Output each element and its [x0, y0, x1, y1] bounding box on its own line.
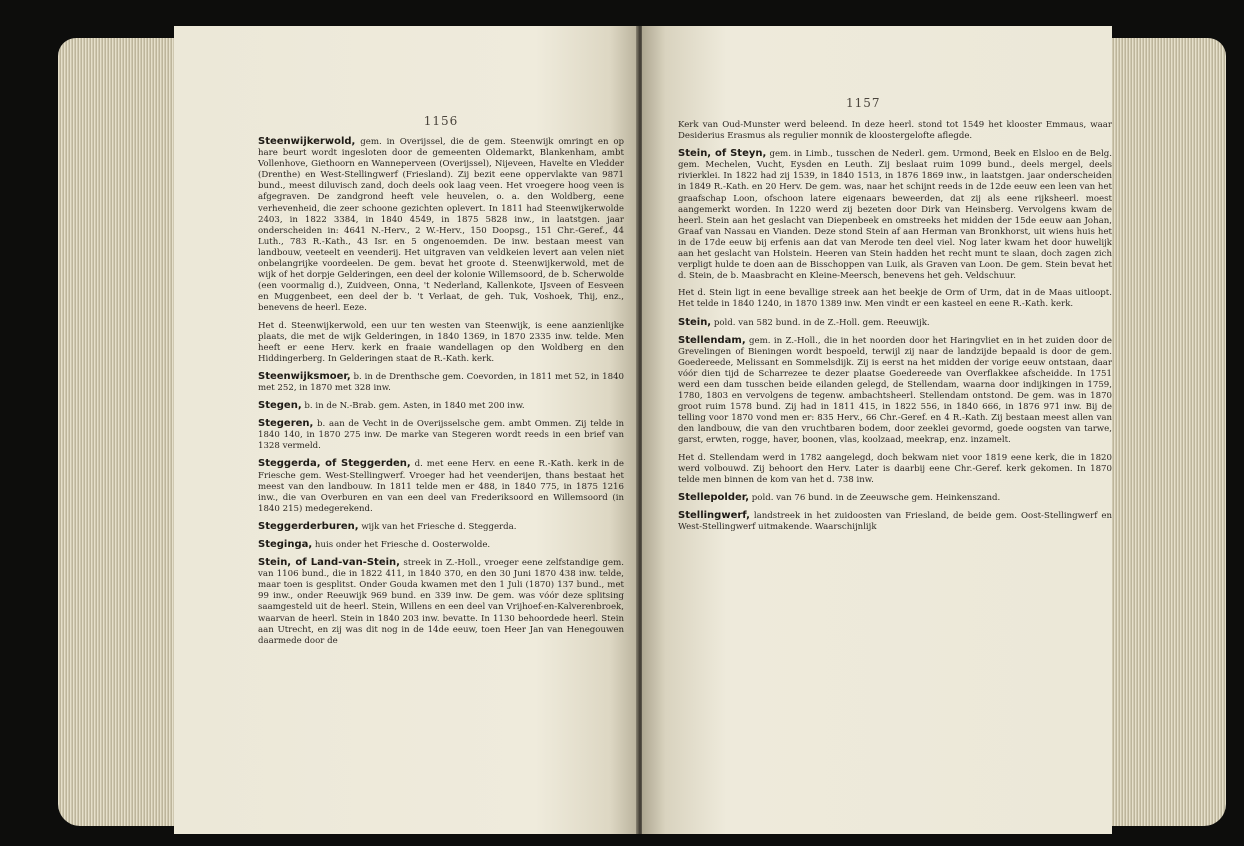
- entry-stellendam: [678, 335, 1112, 447]
- left-page-edges: [58, 38, 176, 826]
- entry-text: gem. in Z.-Holl., die in het noorden door het Haringvliet en in het zuiden door de Grevelingen of Bieningen wordt bespoeld, terwijl zij naar de landzijde bepaald is door de gem. Goedereede, Melissant en Sommelsdijk. Zij is eerst na het midden der vorige eeuw ontstaan, daar vóór dien tijd de Scharrezee te dezer plaatse Goedereede van Overflakkee afscheidde. In 1751 werd een dam tusschen beide eilanden gelegd, de Stellendam, waarna door indijkingen in 1759, 1780, 1803 en vervolgens de tegenw. ambachtsheerl. Stellendam ontstond. De gem. was in 1870 groot ruim 1578 bund. Zij had in 1811 415, in 1822 556, in 1840 666, in 1876 971 inw. Bij de telling voor 1870 vond men er: 835 Herv., 66 Chr.-Geref. en 4 R.-Kath. Zij bestaan meest allen van den landbouw, die van den vruchtbaren bodem, door zeeklei gevormd, goede oogsten van tarwe, garst, erwten, rogge, haver, boonen, vlas, koolzaad, meekrap, enz. inzamelt.: [678, 335, 1112, 446]
- page-number-left: 1156: [423, 114, 459, 128]
- entry-text: pold. van 76 bund. in de Zeeuwsche gem. Heinkenszand.: [751, 492, 1001, 503]
- entry-stein-steyn: [678, 148, 1112, 282]
- entry-text: Het d. Steenwijkerwold, een uur ten westen van Steenwijk, is eene aanzienlijke plaats, die met de wijk Gelderingen, in 1840 1369, in 1870 2335 inw. telde. Men heeft er eene Herv. kerk en fraaie wandellagen op den Woldberg en den Hiddingerberg. In Gelderingen staat de R.-Kath. kerk.: [258, 320, 624, 364]
- right-page-edges: [1108, 38, 1226, 826]
- entry-stellingwerf: [678, 510, 1112, 533]
- entry-text: gem. in Overijssel, die de gem. Steenwijk omringt en op hare beurt wordt ingesloten door de gemeenten Oldemarkt, Blankenham, ambt Vollenhove, Giethoorn en Wanneperveen (Overijssel), Nijeveen, Havelte en Vledder (Drenthe) en West-Stellingwerf (Friesland). Zij bezit eene oppervlakte van 9871 bund., meest diluvisch zand, doch deels ook laag veen. Het vroegere hoog veen is afgegraven. De zandgrond heeft vele heuvelen, o. a. den Woldberg, eene verhevenheid, die zeer schoone gezichten oplevert. In 1811 had Steenwijkerwolde 2403, in 1822 3384, in 1840 4549, in 1875 5828 inw., in laatstgen. jaar onderscheiden in: 4641 N.-Herv., 2 W.-Herv., 150 Doopsg., 151 Chr.-Geref., 44 Luth., 783 R.-Kath., 43 Isr. en 5 ongenoemden. De inw. bestaan meest van landbouw, veeteelt en veenderij. Het uitgraven van veldkeien levert aan velen niet onbelangrijke voordeelen. De gem. bevat het groote d. Steenwijkerwold, met de wijk of het dorpje Gelderingen, een deel der kolonie Willemsoord, de b. Scherwolde (een voormalig d.), Zuidveen, Onna, 't Nederland, Kallenkote, IJsveen of Eesveen en Muggenbeet, een deel der b. 't Verlaat, de geh. Tuk, Voshoek, Thij, enz., benevens de heerl. Eeze.: [258, 137, 625, 314]
- entry-text: d. met eene Herv. en eene R.-Kath. kerk in de Friesche gem. West-Stellingwerf. Vroeger had het veenderijen, thans bestaat het meest van den landbouw. In 1811 telde men er 488, in 1840 775, in 1875 1216 inw., die van Overburen en van een deel van Frederiksoord en Willemsoord (in 1840 215) medegerekend.: [258, 459, 624, 514]
- left-page: [174, 26, 638, 834]
- entry-stegen: [258, 400, 624, 412]
- headword: Stein, of Steyn,: [678, 148, 767, 160]
- entry-stellepolder: [678, 492, 1112, 504]
- entry-text: Het d. Stellendam werd in 1782 aangelegd, doch bekwam niet voor 1819 eene kerk, die in 1820 werd volbouwd. Zij behoort den Herv. Later is daarbij eene Chr.-Geref. kerk gekomen. In 1870 telde men binnen de kom van het d. 738 inw.: [678, 452, 1112, 485]
- right-column: [678, 120, 1112, 533]
- entry-text: b. in de N.-Brab. gem. Asten, in 1840 met 200 inw.: [304, 401, 525, 412]
- entry-text: streek in Z.-Holl., vroeger eene zelfstandige gem. van 1106 bund., die in 1822 411, in 1840 370, en den 30 Juni 1870 438 inw. telde, maar toen is gesplitst. Onder Gouda kwamen met den 1 Juli (1870) 137 bund., met 99 inw., onder Reeuwijk 969 bund. en 339 inw. De gem. was vóór deze splitsing saamgesteld uit de heerl. Stein, Willens en een deel van Vrijhoef-en-Kalverenbroek, waarvan de heerl. Stein in 1840 203 inw. bevatte. In 1130 behoordede heerl. Stein aan Utrecht, en zij was dit nog in de 14de eeuw, toen Heer Jan van Henegouwen daarmede door de: [258, 558, 624, 646]
- entry-text: huis onder het Friesche d. Oosterwolde.: [314, 540, 491, 550]
- entry-stegeren: [258, 418, 624, 452]
- headword: Stegen,: [258, 400, 302, 412]
- left-column: [258, 136, 624, 647]
- headword: Stein,: [678, 316, 712, 328]
- headword: Stegeren,: [258, 418, 314, 430]
- entry-text: pold. van 582 bund. in de Z.-Holl. gem. Reeuwijk.: [713, 317, 930, 328]
- headword: Stellingwerf,: [678, 509, 750, 521]
- entry-text: Het d. Stein ligt in eene bevallige streek aan het beekje de Orm of Urm, dat in de Maas uitloopt. Het telde in 1840 1240, in 1870 1389 inw. Men vindt er een kasteel en eene R.-Kath. kerk.: [678, 288, 1112, 310]
- entry-steenwijksmoer: [258, 371, 624, 394]
- headword: Steginga,: [258, 539, 313, 550]
- entry-text: wijk van het Friesche d. Steggerda.: [361, 521, 517, 532]
- entry-steggerderburen: [258, 521, 624, 533]
- entry-text: Kerk van Oud-Munster werd beleend. In deze heerl. stond tot 1549 het klooster Emmaus, waar Desiderius Erasmus als regulier monnik de kloostergelofte aflegde.: [678, 120, 1112, 142]
- entry-steggerda: [258, 458, 624, 514]
- headword: Steenwijksmoer,: [258, 370, 351, 382]
- entry-stellendam-village: [678, 453, 1112, 486]
- right-page: [642, 26, 1112, 834]
- entry-steginga: [258, 539, 624, 551]
- entry-text: b. in de Drenthsche gem. Coevorden, in 1811 met 52, in 1840 met 252, in 1870 met 328 inw.: [258, 371, 625, 393]
- headword: Stellepolder,: [678, 491, 750, 503]
- entry-stein-polder: [678, 317, 1112, 329]
- entry-steenwijkerwold-village: [258, 321, 624, 365]
- page-number-right: 1157: [846, 96, 881, 110]
- headword: Steggerderburen,: [258, 520, 359, 532]
- entry-stein-land-van-stein: [258, 557, 624, 647]
- headword: Stellendam,: [678, 334, 746, 346]
- headword: Steenwijkerwold,: [258, 136, 356, 147]
- headword: Steggerda, of Steggerden,: [258, 458, 411, 470]
- entry-text: landstreek in het zuidoosten van Friesland, de beide gem. Oost-Stellingwerf en West-Stellingwerf uitmakende. Waarschijnlijk: [678, 510, 1112, 532]
- entry-text: b. aan de Vecht in de Overijsselsche gem. ambt Ommen. Zij telde in 1840 140, in 1870 275 inw. De marke van Stegeren wordt reeds in een brief van 1328 vermeld.: [258, 419, 624, 452]
- entry-stein-village: [678, 288, 1112, 310]
- entry-continuation: [678, 120, 1112, 142]
- entry-text: gem. in Limb., tusschen de Nederl. gem. Urmond, Beek en Elsloo en de Belg. gem. Mechelen, Vucht, Eysden en Leuth. Zij beslaat ruim 1099 bund., deels mergel, deels rivierklei. In 1822 had zij 1539, in 1840 1513, in 1876 1869 inw., in laatstgen. jaar onderscheiden in 1849 R.-Kath. en 20 Herv. De gem. was, naar het schijnt reeds in de 12de eeuw een leen van het graafschap Loon, ofschoon latere eigenaars beweerden, dat zij als eene rijksheerl. moest aangemerkt worden. In 1220 werd zij bezeten door Dirk van Heinsberg. Vervolgens kwam de heerl. Stein aan het geslacht van Diepenbeek en omstreeks het midden der 15de eeuw aan Johan, Graaf van Nassau en Vianden. Deze stond Stein af aan Herman van Bronkhorst, uit wiens huis het in de 17de eeuw bij erfenis aan dat van Merode ten deel viel. Nog later kwam het door huwelijk aan het geslacht van Holstein. Heeren van Stein hadden het recht munt te slaan, doch zagen zich verpligt hulde te doen aan de Bisschoppen van Luik, als Graven van Loon. De gem. Stein bevat het d. Stein, de b. Maasbracht en Kleine-Meersch, benevens het geh. Veldschuur.: [678, 149, 1112, 282]
- headword: Stein, of Land-van-Stein,: [258, 557, 400, 569]
- entry-steenwijkerwold: [258, 136, 624, 315]
